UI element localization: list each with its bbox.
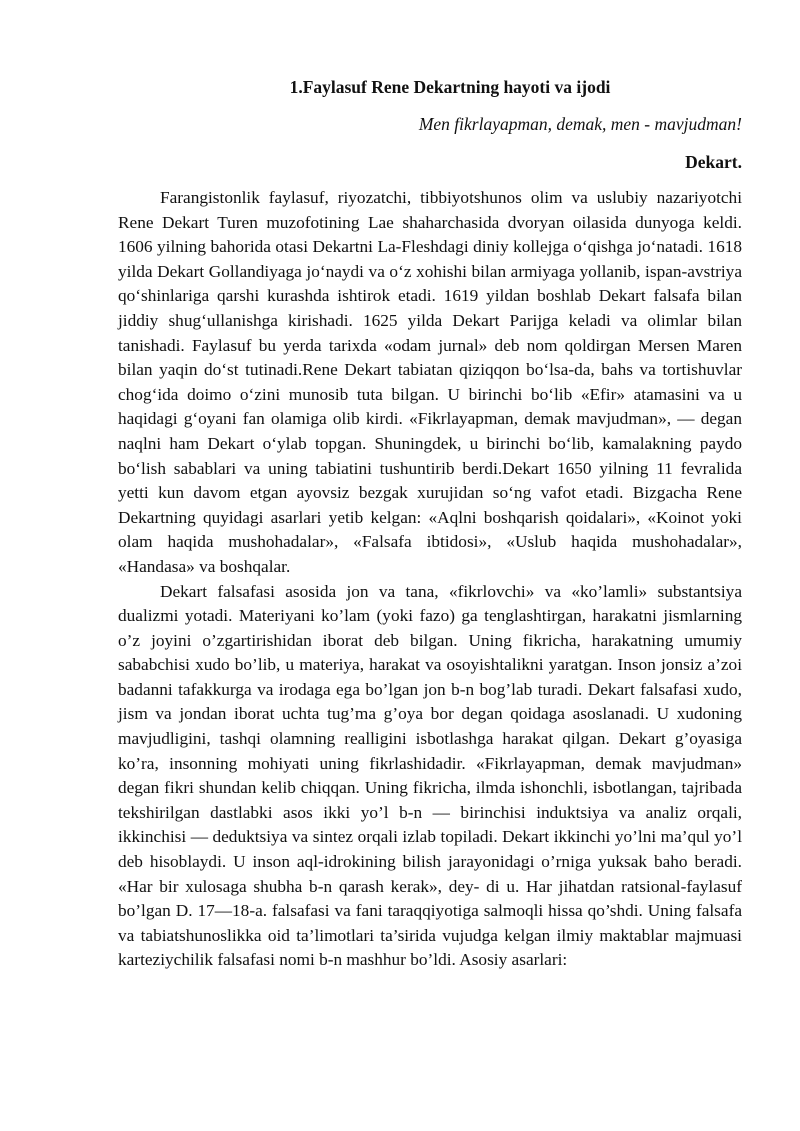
document-title: 1.Faylasuf Rene Dekartning hayoti va ijodi (289, 77, 611, 97)
epigraph-author: Dekart. (685, 152, 742, 172)
body-paragraph-philosophy: Dekart falsafasi asosida jon va tana, «fikrlovchi» va «ko’lamli» substantsiya dualizmi yotadi. Materiyani ko’lam (yoki fazo) ga tenglashtirgan, harakatni jismlarning o’z joyini o’zgartirishidan iborat deb bilgan. Uning fikricha, harakatning umumiy sababchisi xudo bo’lib, u materiya, harakat va osoyishtalikni yaratgan. Inson jonsiz a’zoi badanni tafakkurga va irodaga ega bo’lgan jon b-n bog’lab turadi. Dekart falsafasi xudo, jism va jondan iborat uchta tug’ma g’oya bor degan qoidaga asoslanadi. U xudoning mavjudligini, tashqi olamning realligini isbotlashga harakat qilgan. Dekart g’oyasiga ko’ra, insonning mohiyati uning fikrlashidadir. «Fikrlayapman, demak mavjudman» degan fikri shundan kelib chiqqan. Uning fikricha, ilmda ishonchli, isbotlangan, tajribada tekshirilgan dastlabki asos ikki yo’l b-n — birinchisi induktsiya va analiz orqali, ikkinchisi — deduktsiya va sintez orqali izlab topiladi. Dekart ikkinchi yo’lni ma’qul yo’l deb hisoblaydi. U inson aql-idrokining bilish jarayonidagi o’rniga yuksak baho beradi. «Har bir xulosaga shubha b-n qarash kerak», dey- di u. Har jihatdan ratsional-faylasuf bo’lgan D. 17—18-a. falsafasi va fani taraqqiyotiga salmoqli hissa qo’shdi. Uning falsafa va tabiatshunoslikka oid ta’limotlari ta’sirida vujudga kelgan ilmiy maktablar majmuasi karteziychilik falsafasi nomi b-n mashhur bo’ldi. Asosiy asarlari: (118, 581, 742, 970)
document-page (118, 70, 742, 973)
body-paragraph-biography: Farangistonlik faylasuf, riyozatchi, tibbiyotshunos olim va uslubiy nazariyotchi Rene Dekart Turen muzofotining Lae shaharchasida dvoryan oilasida dunyoga keldi. 1606 yilning bahorida otasi Dekartni La-Fleshdagi diniy kollejga o‘qishga jo‘natadi. 1618 yilda Dekart Gollandiyaga jo‘naydi va o‘z xohishi bilan armiyaga yollanib, ispan-avstriya qo‘shinlariga qarshi kurashda ishtirok etadi. 1619 yildan boshlab Dekart falsafa bilan jiddiy shug‘ullanishga kirishadi. 1625 yilda Dekart Parijga keladi va olimlar bilan tanishadi. Faylasuf bu yerda tarixda «odam jurnal» deb nom qoldirgan Mersen Maren bilan yaqin do‘st tutinadi.Rene Dekart tabiatan qiziqqon bo‘lsa-da, bahs va tortishuvlar chog‘ida doimo o‘zini munosib tuta bilgan. U birinchi bo‘lib «Efir» atamasini va u haqidagi g‘oyani fan olamiga olib kirdi. «Fikrlayapman, demak mavjudman», — degan naqlni ham Dekart o‘ylab topgan. Shuningdek, u birinchi bo‘lib, kamalakning paydo bo‘lish sabablari va uning tabiatini tushuntirib berdi.Dekart 1650 yilning 11 fevralida yetti kun davom etgan ayovsiz bezgak xurujidan so‘ng vafot etadi. Bizgacha Rene Dekartning quyidagi asarlari yetib kelgan: «Aqlni boshqarish qoidalari», «Koinot yoki olam haqida mushohadalar», «Falsafa ibtidosi», «Uslub haqida mushohadalar», «Handasa» va boshqalar. (118, 188, 742, 576)
epigraph-quote: Men fikrlayapman, demak, men - mavjudman! (418, 114, 742, 134)
